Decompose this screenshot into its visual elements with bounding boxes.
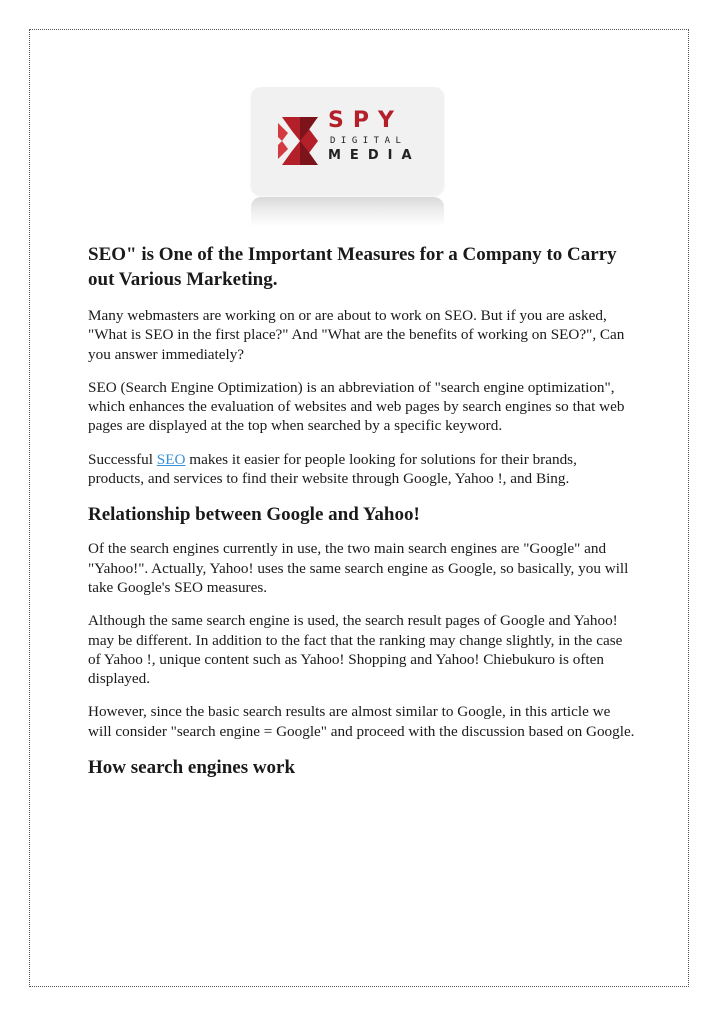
article-title: SEO" is One of the Important Measures for a Company to Carry out Various Marketing. bbox=[88, 244, 617, 290]
intro-paragraph-3-lead: Successful bbox=[88, 450, 157, 468]
red-chevron-x-icon bbox=[278, 113, 323, 169]
intro-paragraph-3 bbox=[88, 450, 636, 489]
intro-paragraph-3-tail: makes it easier for people looking for solutions for their brands, products, and services to find their website through Google, Yahoo !, and Bing. bbox=[88, 450, 577, 488]
section1-paragraph-2: Although the same search engine is used, the search result pages of Google and Yahoo! may be different. In addition to the fact that the ranking may change slightly, in the case of Yahoo !, unique content such as Yahoo! Shopping and Yahoo! Chiebukuro is often displayed. bbox=[88, 612, 623, 688]
intro-paragraph-2: SEO (Search Engine Optimization) is an abbreviation of "search engine optimization", which enhances the evaluation of websites and web pages by search engines so that web pages are displayed at the top when searched by a specific keyword. bbox=[88, 378, 625, 435]
logo-sub-word-media: MEDIA bbox=[328, 148, 421, 163]
logo-reflection bbox=[251, 197, 444, 227]
logo-sub-word-digital: DIGITAL bbox=[330, 136, 407, 146]
section-heading-google-yahoo: Relationship between Google and Yahoo! bbox=[88, 504, 420, 526]
seo-link[interactable]: SEO bbox=[156, 450, 186, 468]
section-heading-how-search-engines-work: How search engines work bbox=[88, 757, 296, 779]
article-body bbox=[88, 242, 636, 792]
section1-paragraph-3: However, since the basic search results are almost similar to Google, in this article we will consider "search engine = Google" and proceed with the discussion based on Google. bbox=[88, 703, 635, 740]
intro-paragraph-1: Many webmasters are working on or are about to work on SEO. But if you are asked, "What is SEO in the first place?" And "What are the benefits of working on SEO?", Can you answer immediately? bbox=[88, 307, 625, 363]
logo-brand-word: SPY bbox=[328, 108, 403, 133]
section1-paragraph-1: Of the search engines currently in use, the two main search engines are "Google" and "Yahoo!". Actually, Yahoo! uses the same search engine as Google, so basically, you will take Google's SEO measures. bbox=[88, 540, 629, 596]
